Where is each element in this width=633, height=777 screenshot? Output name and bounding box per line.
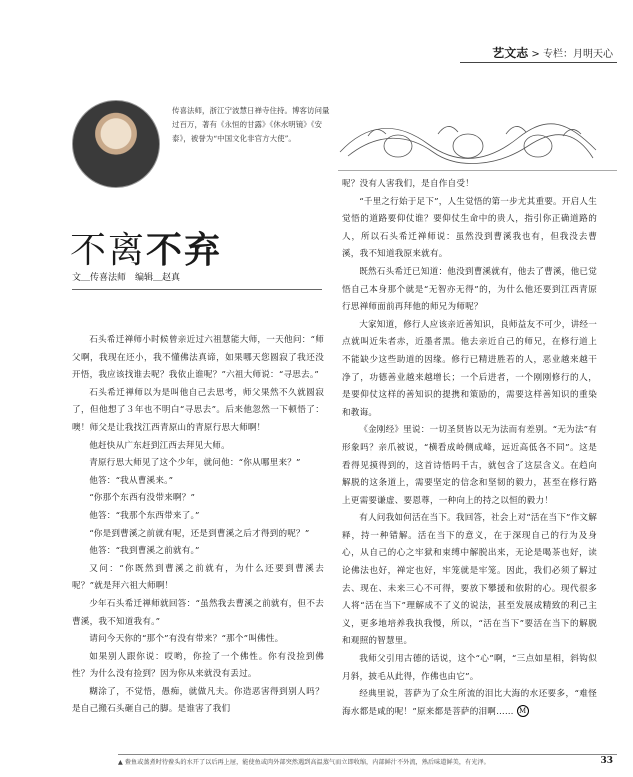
paragraph: 有人问我如何活在当下。我回答，社会上对“活在当下”作文解释，持一种错解。活在当下的意义，在于深现自己的行为及身心，从自己的心之牢狱和束缚中解脱出来，无论是喝茶也好，读论佛法也好，禅定也好，牢笼就是牢笼。因此，我们必须了解过去、现在、未来三心不可得，要放下攀援和依附的心。现代很多人将“活在当下”理解成不了义的说法，甚至发展成精致的利己主义，更多地培养我执我慢，所以，“活在当下”要活在当下的解脱和观照的智慧里。 xyxy=(342,513,598,647)
byline-rule xyxy=(72,289,322,290)
ornament-rule xyxy=(338,170,617,171)
page-number: 33 xyxy=(600,756,613,766)
paragraph: “你那个东西有没带来啊？” xyxy=(89,493,196,504)
byline: 文＿传喜法师 编辑＿赵真 xyxy=(72,273,181,283)
section-header xyxy=(492,44,613,61)
left-column xyxy=(72,332,324,719)
paragraph: 既然石头希迁已知道：他没到曹溪就有，他去了曹溪，他已觉悟自己本身那个就是“无智亦无得”的，为什么他还要到江西青原行思禅师面前再拜他的师兄为师呢？ xyxy=(342,266,597,313)
author-avatar xyxy=(72,100,160,188)
ornament-illustration xyxy=(338,112,598,168)
paragraph: “你是到曹溪之前就有呢，还是到曹溪之后才得到的呢？” xyxy=(89,528,310,539)
section-name: 艺文志 xyxy=(492,46,529,60)
header-separator: > xyxy=(531,49,540,60)
paragraph: 如果别人跟你说：哎哟，你捡了一个佛性。你有没捡到佛性？为什么没有捡到？因为你从来就没有丢过。 xyxy=(72,651,324,680)
paragraph: 少年石头希迁禅师就回答：“虽然我去曹溪之前就有，但不去曹溪，我不知道我有。” xyxy=(72,598,324,627)
paragraph: “千里之行始于足下”，人生觉悟的第一步尤其重要。开启人生觉悟的道路要仰仗谁？要仰仗生命中的贵人，指引你正确道路的人，所以石头希迁禅师说：虽然没到曹溪我也有，但我没去曹溪，我不知道我原来就有。 xyxy=(342,196,598,260)
title-regular: 不离 xyxy=(70,230,147,271)
column-name: 专栏：月明天心 xyxy=(543,49,613,60)
footer-rule xyxy=(118,754,617,755)
author-bio: 传喜法师，浙江宁波慧日禅寺住持。博客访问量过百万，著有《永恒的甘露》《休水明镜》《安泰》，被誉为“中国文化非官方大使”。 xyxy=(172,106,330,143)
title-bold: 不弃 xyxy=(146,229,223,271)
paragraph: 他答：“我到曹溪之前就有。” xyxy=(89,546,200,557)
paragraph: 大家知道，修行人应该亲近善知识，良师益友不可少，讲经一点就叫近朱者赤，近墨者黑。他去亲近自己的师兄，在修行道上不能缺少这些助道的因缘。修行已精进胜若的人，恶业越来越干净了，功德善业越来越增长；一个后进者，一个刚刚修行的人，是要仰仗这样的善知识的提携和策励的，需要这样善知识的重染和教诲。 xyxy=(342,319,597,418)
paragraph: 又问：“你既然到曹溪之前就有，为什么还要到曹溪去呢？”就是拜六祖大师啊！ xyxy=(72,563,324,592)
author-box xyxy=(72,100,330,190)
paragraph: 《金刚经》里说：一切圣贤皆以无为法而有差别。“无为法”有形象吗？亲爪被说，“横看成岭侧成峰，远近高低各不同”。这是看得见摸得到的，这首诗悟吗千古，就包含了这层含义。在趋向解脱的这条道上，需要坚定的信念和坚韧的毅力，甚至在修行路上更需要谦虚、要恩尊，一种向上的持之以恒的毅力！ xyxy=(342,425,598,506)
end-mark-icon: M xyxy=(517,705,529,717)
paragraph: 他答：“我那个东西带来了。” xyxy=(89,510,200,521)
paragraph: 请问今天你的“那个”有没有带来？“那个”叫佛性。 xyxy=(89,634,284,645)
footnote: ▲ 鲞鱼或蒸煮时待鲞头的水开了以后再上屉，能使鱼或肉外部突然遇到高温蒸气而立即收缩，内部鲜汁不外流，熟后味道鲜美，有光泽。 xyxy=(118,759,490,766)
paragraph: 糊涂了，不觉悟，愚痴，就做凡夫。你造恶害得到别人吗？是自己搬石头砸自己的脚。是谁害了我们 xyxy=(72,686,324,715)
paragraph: 青原行思大师见了这个少年，就问他：“你从哪里来？” xyxy=(89,458,301,469)
paragraph: 我师父引用古德的话说，这个“心”啊，“三点如星相，斜钩似月斜，披毛从此得，作佛也由它”。 xyxy=(342,654,597,682)
paragraph: 呢？没有人害我们，是自作自受！ xyxy=(342,179,474,189)
paragraph: 他赶快从广东赶到江西去拜见大师。 xyxy=(89,440,230,451)
article-title xyxy=(70,222,222,273)
paragraph: 石头希迁禅师以为是叫他自己去思考，师父果然不久就圆寂了，但他想了３年也不明白“寻思去”。后来他忽然一下顿悟了：噢！师父是让我找江西青原山的青原行思大师啊！ xyxy=(72,387,324,433)
last-paragraph-text: 经典里说，菩萨为了众生所流的泪比大海的水还要多，“难怪海水都是咸的呢！”原来都是菩萨的泪啊…… xyxy=(342,689,597,717)
right-column xyxy=(342,176,597,721)
paragraph-last xyxy=(342,686,597,721)
paragraph: 石头希迁禅师小时候曾亲近过六祖慧能大师，一天他问：“师父啊，我现在还小，我不懂佛法真谛，如果哪天您圆寂了我还没开悟，我应该找谁去呢？我依止谁呢？”六祖大师说：“寻思去。” xyxy=(72,335,324,381)
header-rule xyxy=(460,62,617,63)
paragraph: 他答：“我从曹溪来。” xyxy=(89,475,174,486)
